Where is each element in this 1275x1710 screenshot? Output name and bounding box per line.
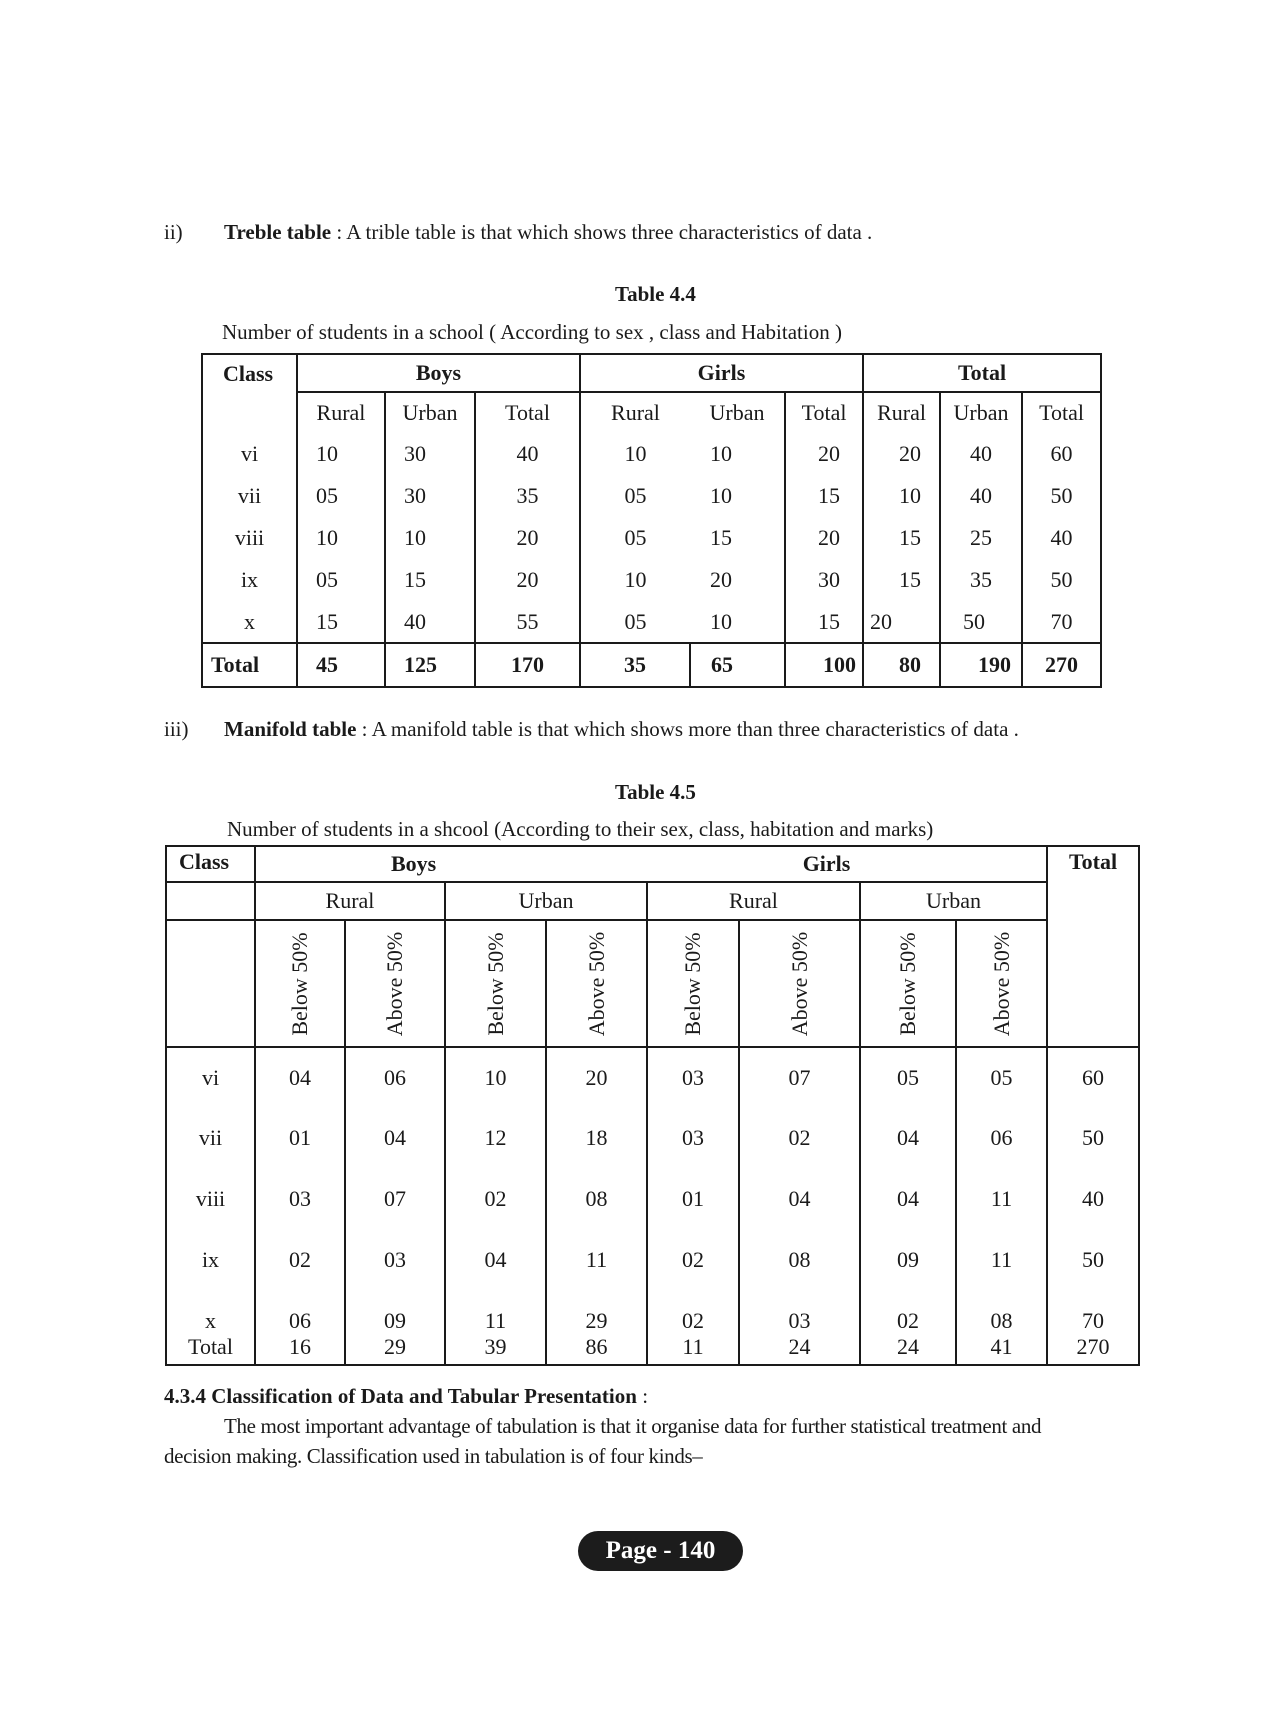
cell: 30	[385, 475, 475, 517]
cell: 05	[860, 1047, 956, 1107]
cell: 05	[624, 483, 647, 508]
row-label: vi	[202, 432, 297, 475]
cell: 20	[690, 559, 785, 601]
cell: 15	[863, 517, 940, 559]
cell: 10	[297, 432, 385, 475]
row-label: Total	[202, 643, 297, 687]
table-4-4	[201, 353, 1102, 688]
cell: 70	[1082, 1308, 1105, 1333]
section-iii-number: iii)	[164, 717, 189, 741]
table-row	[166, 1047, 1139, 1107]
cell: 100	[785, 643, 863, 687]
cell: 11	[956, 1168, 1047, 1229]
cell: 10	[690, 601, 785, 643]
cell: 30	[385, 432, 475, 475]
cell: 10	[624, 567, 647, 592]
cell: 05	[624, 608, 647, 634]
table-row	[202, 517, 1101, 559]
cell: 35	[940, 559, 1022, 601]
cell: 65	[690, 643, 785, 687]
cell: 03	[345, 1229, 445, 1290]
header-boys: Boys	[297, 354, 580, 392]
subheader-cell: Rural	[297, 392, 385, 432]
cell: 18	[546, 1107, 647, 1168]
cell: 08	[956, 1290, 1047, 1334]
subheader-cell: Rural	[863, 392, 940, 432]
cell: 125	[385, 643, 475, 687]
cell: 05	[297, 559, 385, 601]
cell: 40	[475, 432, 580, 475]
cell: 55	[475, 601, 580, 643]
cell: 15	[785, 475, 863, 517]
cell: 190	[940, 643, 1022, 687]
cell: 10	[690, 475, 785, 517]
cell: 08	[739, 1229, 860, 1290]
cell: 10	[445, 1047, 546, 1107]
treble-table-term: Treble table	[224, 220, 332, 244]
cell: 25	[940, 517, 1022, 559]
section-ii-number: ii)	[164, 220, 183, 244]
habitation-header: Urban	[445, 882, 647, 920]
marks-header: Above 50%	[988, 931, 1014, 1036]
row-label: Total	[166, 1334, 255, 1365]
cell: 29	[546, 1290, 647, 1334]
table-4-5	[165, 845, 1140, 1366]
cell: 02	[255, 1229, 345, 1290]
cell: 16	[255, 1334, 345, 1365]
section-ii-text	[224, 220, 872, 245]
table-row	[166, 1290, 1139, 1334]
row-label: viii	[202, 517, 297, 559]
subheader-cell: Total	[1039, 399, 1084, 425]
cell: 11	[445, 1290, 546, 1334]
cell: 80	[863, 643, 940, 687]
cell: 06	[255, 1290, 345, 1334]
marks-header: Above 50%	[583, 931, 609, 1036]
habitation-header: Urban	[860, 882, 1047, 920]
table-row	[202, 475, 1101, 517]
table-row	[166, 1168, 1139, 1229]
manifold-table-term: Manifold table	[224, 717, 357, 741]
cell: 07	[739, 1047, 860, 1107]
cell: 02	[647, 1290, 739, 1334]
cell: 20	[785, 432, 863, 475]
marks-header: Below 50%	[482, 931, 508, 1036]
marks-header: Above 50%	[786, 931, 812, 1036]
cell: 50	[1082, 1124, 1105, 1150]
table-row	[166, 1229, 1139, 1290]
cell: 02	[445, 1168, 546, 1229]
cell: 10	[297, 517, 385, 559]
row-label: vii	[166, 1107, 255, 1168]
total-row	[202, 643, 1101, 687]
cell: 04	[445, 1229, 546, 1290]
cell: 05	[956, 1047, 1047, 1107]
cell: 15	[785, 601, 863, 643]
cell: 40	[1082, 1185, 1105, 1211]
cell: 02	[739, 1107, 860, 1168]
total-row	[166, 1334, 1139, 1365]
cell: 270	[1076, 1334, 1110, 1359]
cell: 03	[739, 1290, 860, 1334]
cell: 04	[345, 1107, 445, 1168]
table-4-5-caption: Number of students in a shcool (According to their sex, class, habitation and marks)	[227, 817, 934, 841]
row-label: x	[166, 1290, 255, 1334]
subheader-cell: Total	[475, 392, 580, 432]
row-label: vi	[166, 1047, 255, 1107]
cell: 20	[475, 559, 580, 601]
cell: 70	[1050, 608, 1073, 634]
cell: 02	[860, 1290, 956, 1334]
row-label: viii	[166, 1168, 255, 1229]
table-row	[202, 559, 1101, 601]
cell: 40	[940, 475, 1022, 517]
header-boys: Boys	[255, 846, 647, 882]
row-label: vii	[202, 475, 297, 517]
subheader-cell: Rural	[611, 399, 660, 425]
cell: 29	[345, 1334, 445, 1365]
subheader-cell: Urban	[690, 392, 785, 432]
marks-header: Below 50%	[680, 931, 705, 1036]
cell: 06	[345, 1047, 445, 1107]
cell: 41	[956, 1334, 1047, 1365]
page-number-badge: Page - 140	[578, 1531, 743, 1571]
header-total: Total	[863, 354, 1101, 392]
cell: 11	[546, 1229, 647, 1290]
cell: 03	[647, 1047, 739, 1107]
cell: 35	[475, 475, 580, 517]
subheader-cell: Total	[785, 392, 863, 432]
cell: 15	[297, 601, 385, 643]
section-iii-text	[224, 717, 1019, 742]
header-total: Total	[1047, 846, 1139, 1047]
cell: 09	[860, 1229, 956, 1290]
cell: 40	[940, 432, 1022, 475]
row-label: x	[202, 601, 297, 643]
cell: 04	[255, 1047, 345, 1107]
paragraph-line-2: decision making. Classification used in tabulation is of four kinds–	[164, 1444, 703, 1468]
habitation-header: Rural	[255, 882, 445, 920]
cell: 15	[690, 517, 785, 559]
table-row	[202, 601, 1101, 643]
cell: 05	[297, 475, 385, 517]
cell: 24	[739, 1334, 860, 1365]
cell: 20	[863, 432, 940, 475]
cell: 12	[445, 1107, 546, 1168]
cell: 35	[580, 643, 690, 687]
cell: 10	[624, 440, 647, 466]
cell: 60	[1050, 440, 1073, 466]
cell: 50	[1050, 567, 1073, 592]
cell: 10	[863, 475, 940, 517]
header-girls: Girls	[647, 846, 1047, 882]
cell: 20	[475, 517, 580, 559]
cell: 09	[345, 1290, 445, 1334]
cell: 02	[647, 1229, 739, 1290]
cell: 10	[690, 432, 785, 475]
cell: 60	[1082, 1064, 1105, 1090]
subheader-cell: Urban	[385, 392, 475, 432]
cell: 04	[860, 1168, 956, 1229]
cell: 10	[385, 517, 475, 559]
cell: 03	[255, 1168, 345, 1229]
cell: 45	[297, 643, 385, 687]
cell: 20	[863, 601, 940, 643]
cell: 01	[255, 1107, 345, 1168]
paragraph-line-1: The most important advantage of tabulation is that it organise data for further statistical treatment and	[224, 1414, 1042, 1438]
marks-header: Below 50%	[287, 931, 312, 1036]
cell: 06	[956, 1107, 1047, 1168]
cell: 04	[739, 1168, 860, 1229]
cell: 11	[647, 1334, 739, 1365]
cell: 270	[1022, 643, 1101, 687]
cell: 20	[785, 517, 863, 559]
cell: 86	[546, 1334, 647, 1365]
marks-header: Above 50%	[382, 931, 407, 1036]
treble-table-definition: : A trible table is that which shows three characteristics of data .	[331, 220, 873, 244]
cell: 40	[385, 601, 475, 643]
cell: 04	[860, 1107, 956, 1168]
row-label: ix	[166, 1229, 255, 1290]
cell: 20	[546, 1047, 647, 1107]
table-4-4-title: Table 4.4	[615, 282, 696, 306]
section-heading-colon: :	[636, 1384, 649, 1408]
cell: 15	[385, 559, 475, 601]
habitation-header: Rural	[647, 882, 860, 920]
marks-header: Below 50%	[895, 931, 920, 1036]
cell: 24	[860, 1334, 956, 1365]
cell: 50	[940, 601, 1022, 643]
manifold-table-definition: : A manifold table is that which shows more than three characteristics of data .	[356, 717, 1019, 741]
cell: 40	[1050, 525, 1073, 550]
cell: 03	[647, 1107, 739, 1168]
cell: 11	[956, 1229, 1047, 1290]
cell: 01	[647, 1168, 739, 1229]
cell: 50	[1082, 1246, 1105, 1272]
cell: 08	[546, 1168, 647, 1229]
cell: 50	[1050, 483, 1073, 508]
section-heading-4-3-4	[164, 1384, 648, 1409]
header-class: Class	[166, 846, 255, 882]
header-girls: Girls	[580, 354, 863, 392]
cell: 15	[863, 559, 940, 601]
section-heading-text: 4.3.4 Classification of Data and Tabular Presentation	[164, 1384, 637, 1408]
cell: 39	[445, 1334, 546, 1365]
table-row	[202, 432, 1101, 475]
table-4-4-caption: Number of students in a school ( According to sex , class and Habitation )	[222, 320, 842, 344]
cell: 07	[345, 1168, 445, 1229]
cell: 05	[624, 525, 647, 550]
cell: 30	[785, 559, 863, 601]
header-class: Class	[202, 354, 297, 392]
cell: 170	[475, 643, 580, 687]
table-row	[166, 1107, 1139, 1168]
table-4-5-title: Table 4.5	[615, 780, 696, 804]
row-label: ix	[202, 559, 297, 601]
subheader-cell: Urban	[940, 392, 1022, 432]
